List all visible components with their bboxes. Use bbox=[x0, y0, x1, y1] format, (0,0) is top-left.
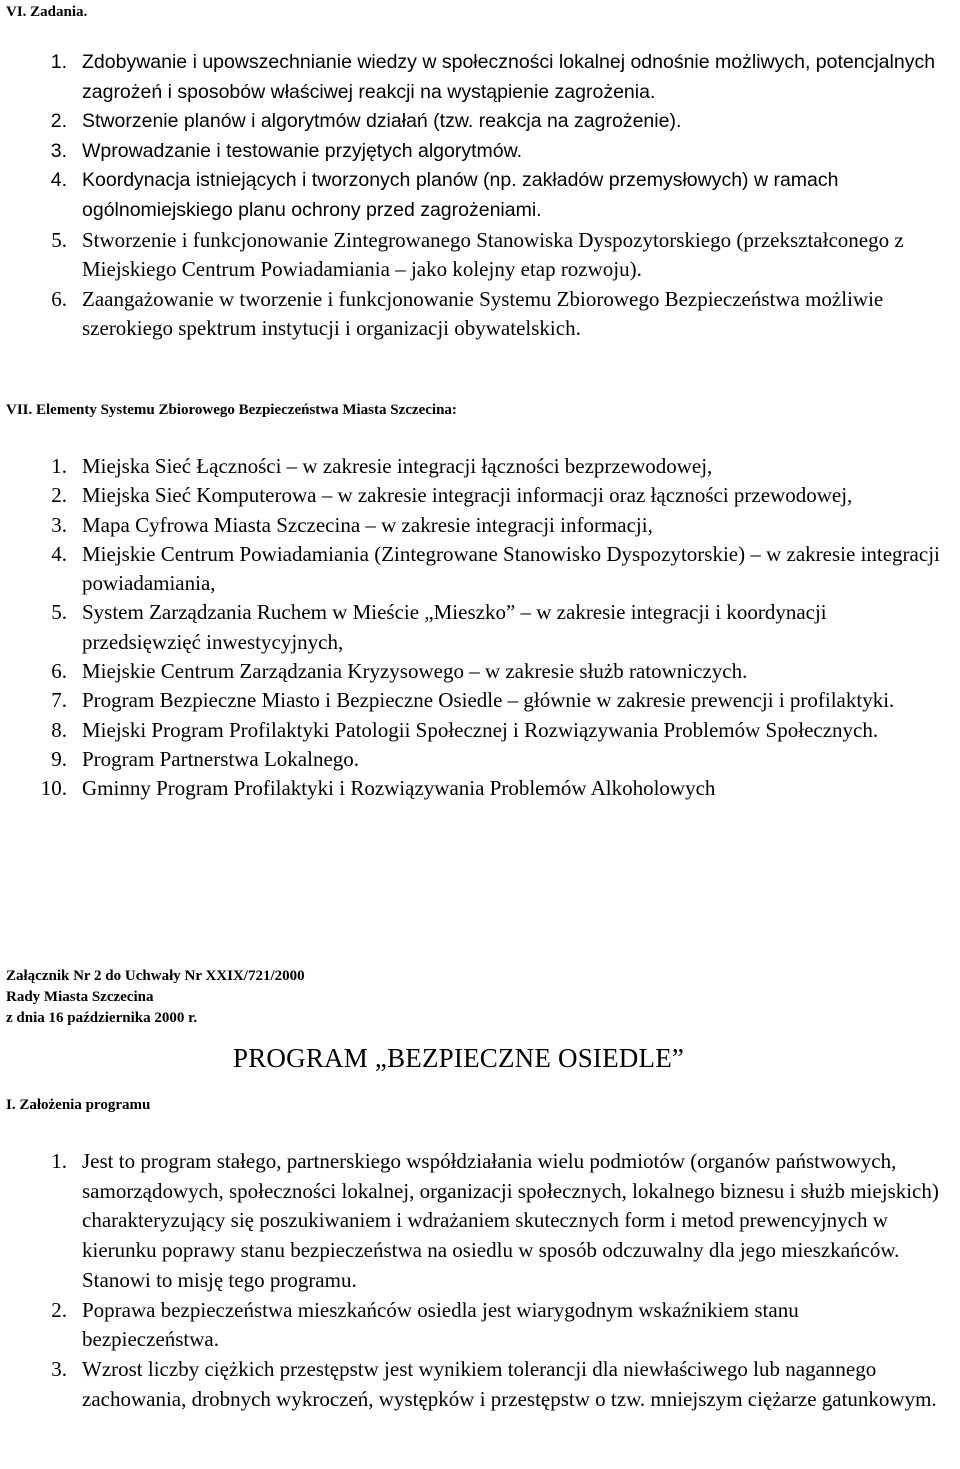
section-vi-heading: VI. Zadania. bbox=[6, 4, 88, 20]
annex-header bbox=[6, 966, 305, 1029]
list-item-text: Miejska Sieć Komputerowa – w zakresie integracji informacji oraz łączności przewodowej, bbox=[82, 483, 853, 508]
list-item bbox=[0, 716, 960, 745]
annex-line: z dnia 16 października 2000 r. bbox=[6, 1010, 198, 1026]
list-item-text: Miejskie Centrum Powiadamiania (Zintegrowane Stanowisko Dyspozytorskie) – w zakresie integracji powiadamiania, bbox=[82, 541, 940, 596]
list-item-text: Miejski Program Profilaktyki Patologii Społecznej i Rozwiązywania Problemów Społecznych. bbox=[82, 717, 879, 742]
list-item-text: Zaangażowanie w tworzenie i funkcjonowanie Systemu Zbiorowego Bezpieczeństwa możliwie szerokiego spektrum instytucji i organizacji obywatelskich. bbox=[82, 286, 884, 340]
list-item-number: 4. bbox=[51, 541, 67, 566]
list-item bbox=[0, 481, 960, 510]
list-item bbox=[0, 686, 960, 715]
list-item bbox=[0, 166, 960, 225]
list-item-text: System Zarządzania Ruchem w Mieście „Mieszko” – w zakresie integracji i koordynacji przedsięwzięć inwestycyjnych, bbox=[82, 600, 827, 654]
list-item bbox=[0, 745, 960, 774]
list-item bbox=[0, 598, 960, 657]
list-item-number: 2. bbox=[51, 483, 67, 508]
list-item-number: 2. bbox=[50, 110, 67, 132]
list-item-number: 2. bbox=[51, 1297, 67, 1322]
list-item-text: Koordynacja istniejących i tworzonych planów (np. zakładów przemysłowych) w ramach ogólnomiejskiego planu ochrony przed zagrożeniami. bbox=[82, 169, 839, 221]
list-item-text: Miejska Sieć Łączności – w zakresie integracji łączności bezprzewodowej, bbox=[82, 454, 713, 478]
list-item bbox=[0, 107, 960, 137]
list-item bbox=[0, 657, 960, 686]
list-item-number: 1. bbox=[51, 1149, 67, 1173]
list-item-number: 6. bbox=[51, 286, 67, 311]
list-item-text: Zdobywanie i upowszechnianie wiedzy w społeczności lokalnej odnośnie możliwych, potencjalnych zagrożeń i sposobów właściwej reakcji na wystąpienie zagrożenia. bbox=[82, 51, 936, 103]
section-vii-list bbox=[0, 452, 960, 804]
list-item-number: 5. bbox=[51, 228, 67, 252]
list-item-number: 9. bbox=[51, 746, 67, 771]
list-item-text: Program Partnerstwa Lokalnego. bbox=[82, 746, 360, 771]
annex-line: Rady Miasta Szczecina bbox=[6, 989, 154, 1005]
list-item bbox=[0, 48, 960, 107]
list-item-number: 3. bbox=[51, 1356, 67, 1381]
list-item-number: 8. bbox=[51, 717, 67, 742]
list-item bbox=[0, 285, 960, 344]
section-vi-list-continued bbox=[0, 226, 960, 343]
list-item bbox=[0, 226, 960, 285]
list-item bbox=[0, 1296, 960, 1355]
section-i-heading: I. Założenia programu bbox=[6, 1097, 151, 1113]
list-item-text: Stworzenie i funkcjonowanie Zintegrowanego Stanowiska Dyspozytorskiego (przekształconego z Miejskiego Centrum Powiadamiania – jako kolejny etap rozwoju). bbox=[82, 228, 904, 282]
list-item-number: 10. bbox=[40, 776, 67, 801]
list-item bbox=[0, 1355, 960, 1414]
list-item-text: Wprowadzanie i testowanie przyjętych algorytmów. bbox=[82, 139, 523, 162]
list-item-number: 1. bbox=[50, 51, 67, 73]
list-item-text: Mapa Cyfrowa Miasta Szczecina – w zakresie integracji informacji, bbox=[82, 512, 653, 537]
list-item-number: 7. bbox=[51, 688, 67, 713]
list-item-number: 5. bbox=[51, 600, 67, 625]
list-item-text: Stworzenie planów i algorytmów działań (tzw. reakcja na zagrożenie). bbox=[82, 110, 682, 132]
list-item-number: 3. bbox=[51, 512, 67, 537]
list-item-text: Miejskie Centrum Zarządzania Kryzysowego – w zakresie służb ratowniczych. bbox=[82, 659, 748, 684]
list-item-number: 1. bbox=[51, 454, 67, 478]
list-item-text: Jest to program stałego, partnerskiego współdziałania wielu podmiotów (organów państwowych, samorządowych, społeczności lokalnej, organizacji społecznych, lokalnego biznesu i służb miejskich) charakteryzujący się poszukiwaniem i wdrażaniem skutecznych form i metod prewencyjnych w kierunku poprawy stanu bezpieczeństwa na osiedlu w sposób odczuwalny dla jego mieszkańców. Stanowi to misję tego programu. bbox=[82, 1149, 939, 1292]
list-item-number: 6. bbox=[51, 659, 67, 684]
list-item bbox=[0, 137, 960, 167]
list-item-text: Wzrost liczby ciężkich przestępstw jest wynikiem tolerancji dla niewłaściwego lub nagannego zachowania, drobnych wykroczeń, występków i przestępstw o tzw. mniejszym ciężarze gatunkowym. bbox=[82, 1356, 937, 1411]
list-item-text: Poprawa bezpieczeństwa mieszkańców osiedla jest wiarygodnym wskaźnikiem stanu bezpieczeństwa. bbox=[82, 1297, 799, 1352]
list-item-number: 4. bbox=[50, 169, 67, 191]
list-item bbox=[0, 540, 960, 599]
section-vi-list bbox=[0, 48, 960, 225]
section-vii-heading: VII. Elementy Systemu Zbiorowego Bezpieczeństwa Miasta Szczecina: bbox=[6, 402, 457, 418]
list-item bbox=[0, 452, 960, 481]
list-item-text: Gminny Program Profilaktyki i Rozwiązywania Problemów Alkoholowych bbox=[82, 776, 716, 801]
section-i-list bbox=[0, 1147, 960, 1414]
annex-line: Załącznik Nr 2 do Uchwały Nr XXIX/721/2000 bbox=[6, 968, 305, 984]
list-item-number: 3. bbox=[50, 139, 67, 162]
list-item bbox=[0, 1147, 960, 1296]
list-item bbox=[0, 774, 960, 803]
list-item-text: Program Bezpieczne Miasto i Bezpieczne Osiedle – głównie w zakresie prewencji i profilaktyki. bbox=[82, 688, 895, 713]
list-item bbox=[0, 511, 960, 540]
program-title: PROGRAM „BEZPIECZNE OSIEDLE” bbox=[233, 1043, 685, 1073]
